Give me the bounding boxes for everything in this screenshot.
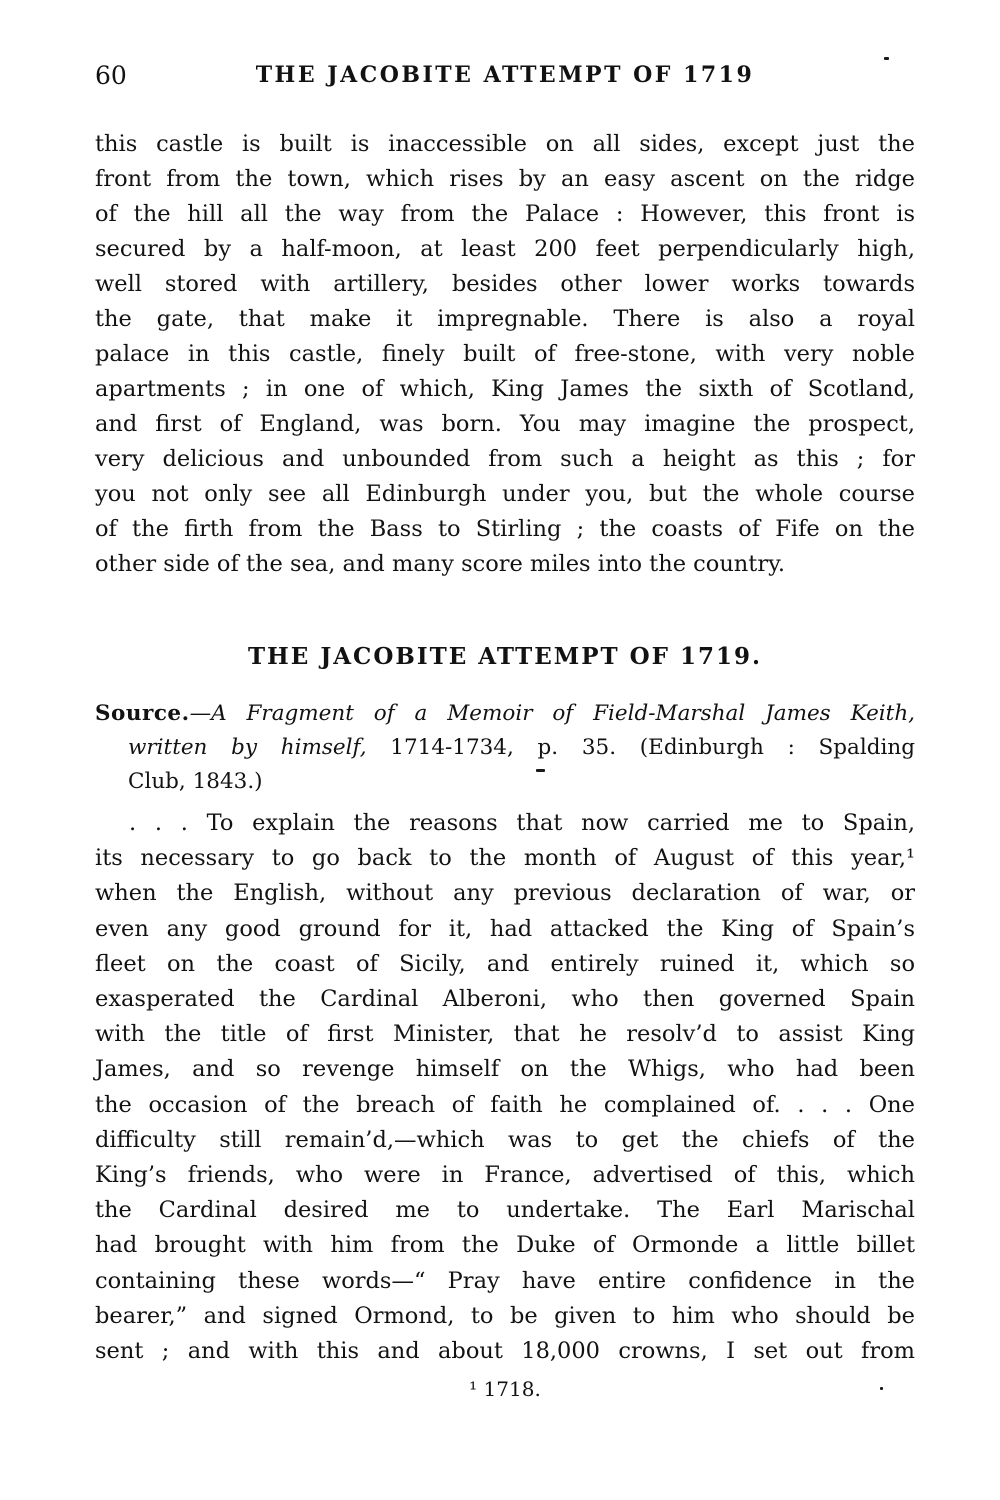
body-line: apartments ; in one of which, King James the sixth of Scotland, [95,376,915,402]
scan-speck [536,769,545,772]
body-line: containing these words—“ Pray have entire confidence in the [95,1267,915,1294]
body-line: the Cardinal desired me to undertake. The Earl Marischal [95,1197,915,1224]
running-title: THE JACOBITE ATTEMPT OF 1719 [255,62,755,88]
body-line: front from the town, which rises by an easy ascent on the ridge [95,166,915,192]
source-separator: — [189,701,212,726]
page-header [95,60,915,92]
memoir-paragraph [95,806,915,1369]
body-line: James, and so revenge himself on the Whigs, who had been [95,1056,915,1083]
source-line [95,731,915,765]
body-line: of the firth from the Bass to Stirling ; the coasts of Fife on the [95,516,915,542]
body-line: . . . To explain the reasons that now carried me to Spain, [129,810,915,836]
body-line: you not only see all Edinburgh under you, but the whole course [95,481,915,507]
scan-speck [880,1387,883,1390]
body-line: its necessary to go back to the month of August of this year,¹ [95,845,915,872]
body-line: King’s friends, who were in France, advertised of this, which [95,1162,915,1189]
body-line: even any good ground for it, had attacked the King of Spain’s [95,915,915,942]
body-line: the occasion of the breach of faith he complained of. . . . One [95,1091,915,1118]
body-line: secured by a half-moon, at least 200 feet perpendicularly high, [95,236,915,262]
section-heading: THE JACOBITE ATTEMPT OF 1719. [247,643,763,670]
page-number: 60 [95,61,127,90]
body-line: very delicious and unbounded from such a height as this ; for [95,446,915,472]
body-line: this castle is built is inaccessible on all sides, except just the [95,131,915,157]
source-publication: 1714-1734, p. 35. (Edinburgh : Spalding [390,735,915,760]
continuation-paragraph [95,127,915,582]
footnote: ¹ 1718. [469,1377,541,1401]
body-line: palace in this castle, finely built of free-stone, with very noble [95,341,915,367]
source-citation [95,697,915,799]
body-line: of the hill all the way from the Palace : However, this front is [95,201,915,227]
source-title-continued: written by himself, [128,735,367,760]
source-line: Club, 1843.) [128,769,263,794]
body-line: other side of the sea, and many score miles into the country. [95,551,785,577]
body-line: exasperated the Cardinal Alberoni, who then governed Spain [95,986,915,1013]
source-label: Source. [95,701,190,726]
body-line: with the title of first Minister, that he resolv’d to assist King [95,1021,915,1048]
body-line: and first of England, was born. You may imagine the prospect, [95,411,915,437]
source-line [95,697,915,731]
body-line: had brought with him from the Duke of Ormonde a little billet [95,1232,915,1259]
scan-speck [884,57,889,60]
body-line: the gate, that make it impregnable. There is also a royal [95,306,915,332]
body-line: when the English, without any previous declaration of war, or [95,880,915,907]
body-line: bearer,” and signed Ormond, to be given to him who should be [95,1302,915,1329]
body-line: difficulty still remain’d,—which was to get the chiefs of the [95,1126,915,1153]
source-title: A Fragment of a Memoir of Field-Marshal James Keith, [211,701,915,726]
body-line: well stored with artillery, besides other lower works towards [95,271,915,297]
body-line: fleet on the coast of Sicily, and entirely ruined it, which so [95,950,915,977]
body-line: sent ; and with this and about 18,000 crowns, I set out from [95,1338,915,1365]
